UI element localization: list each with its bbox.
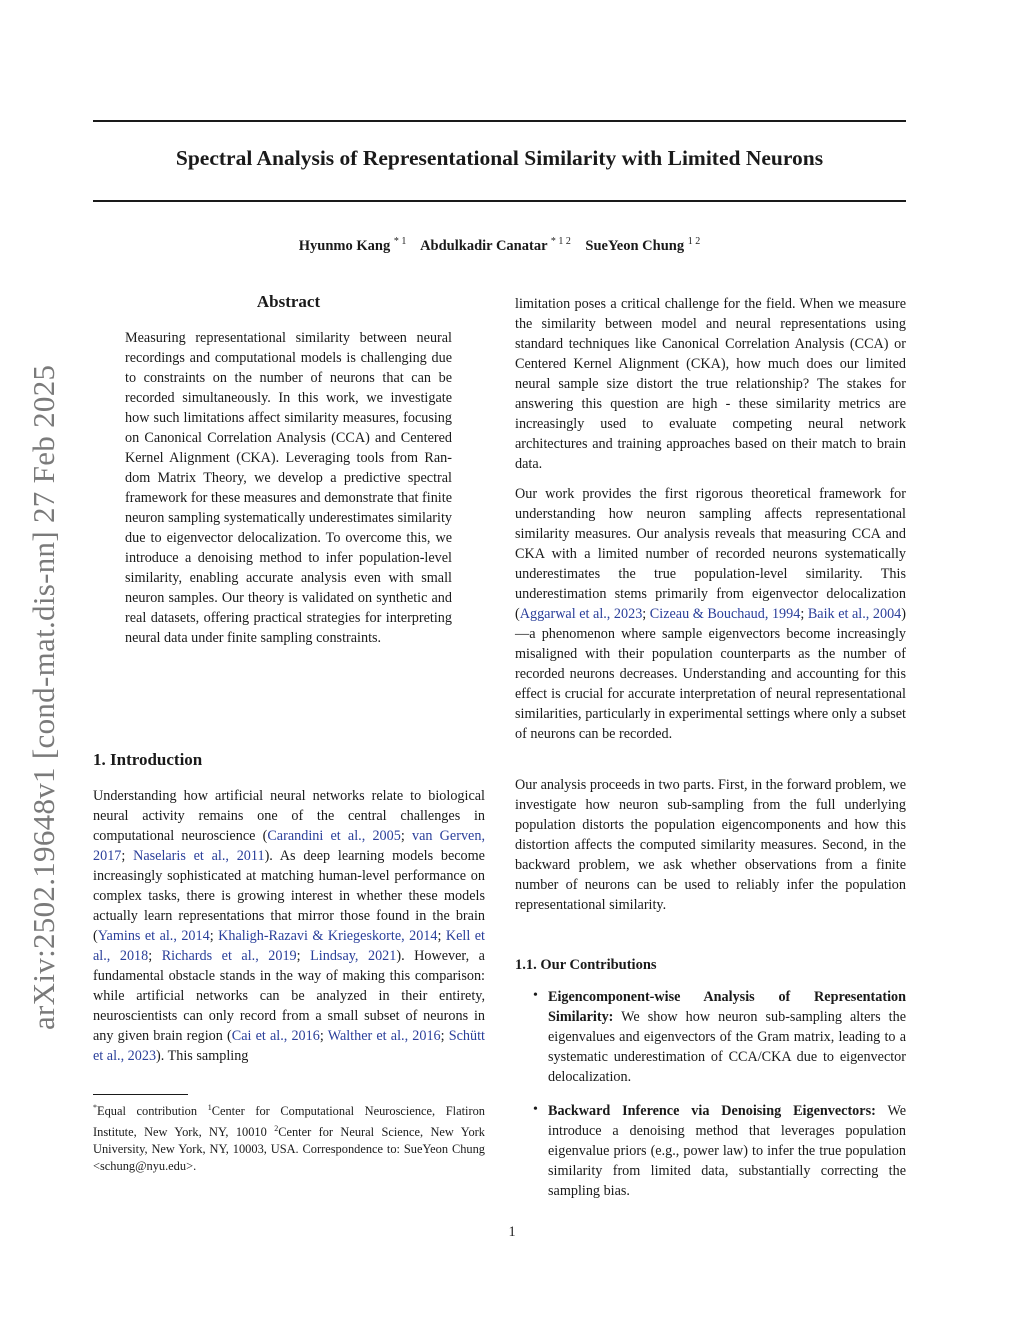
author-affil: 1 2	[687, 236, 701, 247]
author-name: Abdulkadir Canatar	[420, 237, 548, 254]
author-name: Hyunmo Kang	[298, 237, 391, 254]
body-paragraph: limitation poses a critical challenge for the field. When we measure the similarity between model and neural representations using standard techniques like Canonical Correlation Analysis (CCA) or Centered Kernel Alignment (CKA), how much does our limited neural sample size distort the true relationship? The stakes for answering this question are high - these similarity metrics are increasingly used to evaluate competing neural network architectures and training approaches based on their match to brain data.	[515, 296, 906, 472]
author-list	[93, 236, 906, 255]
body-paragraph: Our analysis proceeds in two parts. First, in the forward problem, we investigate how neuron sub-sampling from the full underlying population distorts the population eigencomponents and how this distortion affects the computed similarity measures. Second, in the backward problem, we ask whether observations from a finite number of neurons can be used to reliably infer the population representational similarity.	[515, 777, 906, 913]
citation-link[interactable]: van Gerven, 2017	[93, 828, 485, 864]
abstract-text: Measuring representational similarity between neural recordings and computational models is challenging due to constraints on the number of neurons that can be recorded simultaneously. In this work, we investigate how such limitations affect similarity measures, focusing on Canonical Correlation Analysis (CCA) and Centered Kernel Alignment (CKA). Leveraging tools from Random Matrix Theory, we develop a predictive spectral framework for these measures and demonstrate that finite neuron sampling systematically underestimates similarity due to eigenvector delocalization. To overcome this, we introduce a denoising method to infer population-level similarity, enabling accurate analysis even with small neuron samples. Our theory is validated on synthetic and real datasets, offering practical strategies for interpreting neural data under finite sampling constraints.	[125, 330, 452, 646]
citation-link[interactable]: Lindsay, 2021	[310, 948, 397, 964]
contribution-item: Eigencomponent-wise Analysis of Representation Similarity: We show how neuron sub-sampling alters the eigenvalues and eigenvectors of the Gram matrix, leading to a systematic underestimation of CCA/CKA due to eigenvector delocalization.	[548, 989, 906, 1085]
page-number: 1	[508, 1224, 516, 1240]
citation-link[interactable]: Yamins et al., 2014	[97, 928, 210, 944]
section-heading: 1. Introduction	[93, 750, 203, 769]
intro-paragraph: Understanding how artificial neural networks relate to biological neural activity remains one of the central challenges in computational neuroscience (Carandini et al., 2005; van Gerven, 2017; Naselaris et al., 2011). As deep learning models become increasingly sophisticated at matching human-level performance on complex tasks, there is growing interest in whether these models actually learn representations that mirror those found in the brain (Yamins et al., 2014; Khaligh-Razavi & Kriegeskorte, 2014; Kell et al., 2018; Richards et al., 2019; Lindsay, 2021). However, a fundamental obstacle stands in the way of making this comparison: while artificial networks can be analyzed in their entirety, neuroscientists can only record from a small subset of neurons in any given brain region (Cai et al., 2016; Walther et al., 2016; Schütt et al., 2023). This sampling	[93, 788, 485, 1064]
subsection-heading: 1.1. Our Contributions	[515, 957, 657, 973]
footnote: *Equal contribution $^1$Center for Computational Neuroscience, Flatiron Institute, New York, NY, 10010 $^2$Center for Neural Science, New York University, New York, NY, 10003, USA. Correspondence to: SueYeon Chung <schung@nyu.edu>.	[93, 1103, 485, 1174]
title-top-rule	[93, 120, 906, 122]
author-name: SueYeon Chung	[585, 237, 685, 254]
title-bottom-rule	[93, 200, 906, 202]
contribution-item: Backward Inference via Denoising Eigenvectors: We introduce a denoising method that leverages population eigenvalue priors (e.g., power law) to infer the true population similarity from limited data, substantially correcting the sampling bias.	[548, 1103, 907, 1199]
citation-link[interactable]: Kell et al., 2018	[93, 928, 485, 964]
citation-link[interactable]: Cizeau & Bouchaud, 1994	[649, 606, 801, 622]
citation-link[interactable]: Schütt et al., 2023	[93, 1028, 485, 1064]
bullet-icon: •	[533, 988, 538, 1003]
citation-link[interactable]: Naselaris et al., 2011	[133, 848, 265, 864]
author-affil: * 1	[393, 236, 407, 247]
citation-link[interactable]: Richards et al., 2019	[161, 948, 297, 964]
footnote-rule	[93, 1094, 188, 1095]
body-paragraph: Our work provides the first rigorous theoretical framework for understanding how neuron sampling affects representational similarity measures. Our analysis reveals that measuring CCA and CKA with a limited number of recorded neurons systematically underestimates the true population-level similarity. This underestimation stems primarily from eigenvector delocalization (Aggarwal et al., 2023; Cizeau & Bouchaud, 1994; Baik et al., 2004)—a phenomenon where sample eigenvectors become increasingly misaligned with their population counterparts as the number of recorded neurons decreases. Understanding and accounting for this effect is crucial for accurate interpretation of neural representational similarities, particularly in experimental settings where only a subset of neurons can be recorded.	[515, 486, 906, 742]
citation-link[interactable]: Baik et al., 2004	[807, 606, 902, 622]
bullet-icon: •	[533, 1102, 538, 1117]
citation-link[interactable]: Khaligh-Razavi & Kriegeskorte, 2014	[218, 928, 438, 944]
citation-link[interactable]: Walther et al., 2016	[327, 1028, 441, 1044]
citation-link[interactable]: Cai et al., 2016	[231, 1028, 320, 1044]
author-affil: * 1 2	[550, 236, 571, 247]
paper-title: Spectral Analysis of Representational Similarity with Limited Neurons	[175, 146, 824, 170]
citation-link[interactable]: Aggarwal et al., 2023	[519, 606, 643, 622]
citation-link[interactable]: Carandini et al., 2005	[267, 828, 401, 844]
abstract-heading: Abstract	[256, 292, 321, 311]
arxiv-identifier: arXiv:2502.19648v1 [cond-mat.dis-nn] 27 Feb 2025	[26, 364, 61, 1030]
